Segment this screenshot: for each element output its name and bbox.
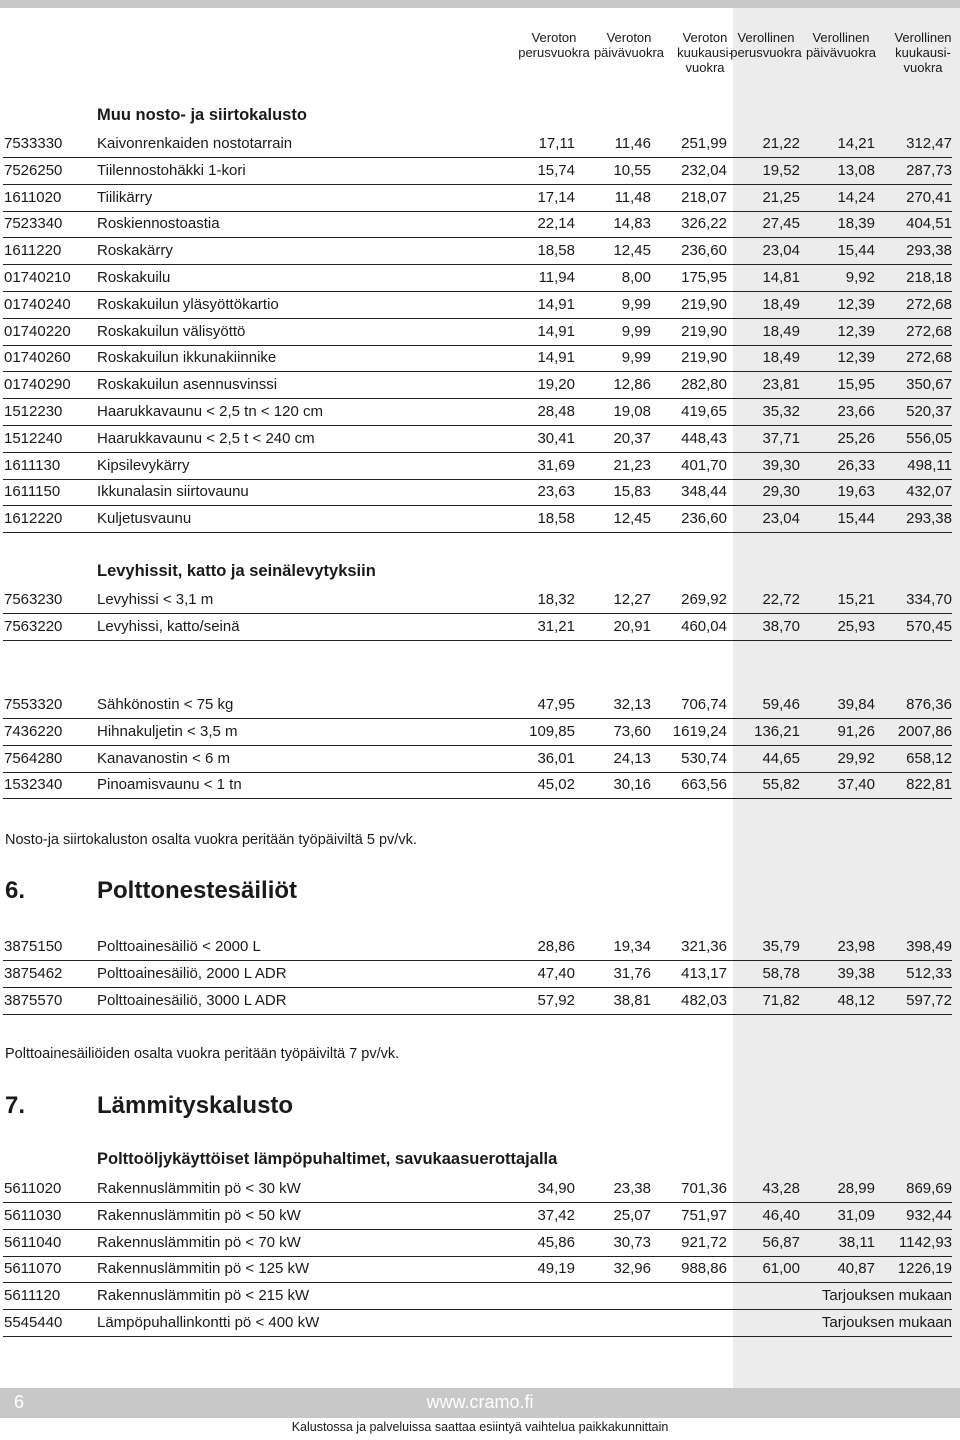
price-verollinen-paiva: 29,92 [837, 749, 875, 767]
price-veroton-kuukausi: 482,03 [681, 991, 727, 1009]
price-veroton-perus: 14,91 [537, 322, 575, 340]
price-verollinen-paiva: 25,93 [837, 617, 875, 635]
price-verollinen-paiva: 91,26 [837, 722, 875, 740]
price-verollinen-paiva: 14,21 [837, 135, 875, 152]
table-row [0, 345, 960, 372]
table-row [0, 319, 960, 346]
price-veroton-paiva: 9,99 [621, 322, 651, 340]
table-row [0, 453, 960, 480]
price-veroton-perus: 18,32 [537, 591, 575, 608]
product-code: 1612220 [4, 510, 63, 528]
price-veroton-paiva: 19,08 [613, 403, 651, 420]
price-verollinen-perus: 61,00 [762, 1260, 800, 1278]
price-verollinen-paiva: 15,44 [837, 510, 875, 528]
price-verollinen-kuukausi: 270,41 [906, 188, 952, 206]
price-veroton-paiva: 9,99 [621, 349, 651, 367]
price-veroton-perus: 17,11 [538, 135, 575, 152]
product-code: 1532340 [4, 776, 63, 794]
product-code: 01740220 [4, 322, 71, 340]
product-name: Polttoainesäiliö, 3000 L ADR [97, 991, 287, 1009]
price-verollinen-perus: 56,87 [762, 1233, 800, 1251]
column-header-line: Veroton [682, 30, 728, 45]
price-veroton-kuukausi: 348,44 [681, 483, 727, 501]
price-veroton-perus: 45,86 [537, 1233, 575, 1251]
price-verollinen-paiva: 31,09 [837, 1206, 875, 1224]
price-veroton-paiva: 20,91 [613, 617, 651, 635]
table-row [0, 772, 960, 799]
section-title: Muu nosto- ja siirtokalusto [97, 106, 307, 124]
price-veroton-paiva: 30,73 [613, 1233, 651, 1251]
price-verollinen-paiva: 12,39 [837, 349, 875, 367]
price-verollinen-paiva: 23,98 [837, 938, 875, 955]
price-verollinen-paiva: 39,84 [837, 696, 875, 713]
price-veroton-paiva: 19,34 [613, 938, 651, 955]
column-header-line: Verollinen [812, 30, 870, 45]
price-veroton-paiva: 25,07 [613, 1206, 651, 1224]
price-veroton-perus: 11,94 [538, 269, 575, 286]
price-veroton-perus: 49,19 [537, 1260, 575, 1278]
price-veroton-perus: 14,91 [537, 349, 575, 367]
price-verollinen-kuukausi: 2007,86 [897, 722, 952, 740]
price-veroton-perus: 109,85 [529, 722, 575, 740]
price-verollinen-kuukausi: 293,38 [906, 510, 952, 528]
price-verollinen-perus: 18,49 [762, 349, 800, 367]
table-row [0, 158, 960, 185]
price-verollinen-perus: 14,81 [762, 269, 800, 286]
price-veroton-perus: 37,42 [537, 1206, 575, 1224]
price-verollinen-paiva: 14,24 [837, 188, 875, 206]
chapter-number: 7. [5, 1092, 26, 1119]
note-poltto: Polttoainesäiliöiden osalta vuokra peritään työpäiviltä 7 pv/vk. [5, 1046, 400, 1062]
page-number: 6 [14, 1392, 25, 1412]
price-verollinen-perus: 55,82 [762, 776, 800, 794]
price-verollinen-kuukausi: 520,37 [906, 403, 952, 420]
product-code: 5545440 [4, 1314, 63, 1331]
column-header-line: perusvuokra [730, 45, 802, 60]
column-header-line: perusvuokra [518, 45, 590, 60]
price-veroton-kuukausi: 448,43 [681, 429, 727, 447]
price-verollinen-kuukausi: 498,11 [907, 456, 952, 474]
price-verollinen-paiva: 19,63 [837, 483, 875, 501]
price-veroton-kuukausi: 232,04 [681, 161, 727, 179]
table-row [0, 692, 960, 719]
price-verollinen-perus: 43,28 [762, 1180, 800, 1197]
table-row [0, 265, 960, 292]
price-verollinen-kuukausi: 556,05 [906, 429, 952, 447]
price-veroton-paiva: 8,00 [621, 269, 651, 286]
price-verollinen-perus: 21,22 [762, 135, 800, 152]
price-verollinen-paiva: 15,95 [837, 376, 875, 394]
product-name: Rakennuslämmitin pö < 215 kW [97, 1287, 310, 1305]
product-name: Ikkunalasin siirtovaunu [97, 483, 249, 501]
price-verollinen-perus: 19,52 [762, 161, 800, 179]
product-code: 7553320 [4, 696, 63, 713]
price-verollinen-perus: 23,04 [762, 242, 800, 260]
price-veroton-perus: 18,58 [537, 510, 575, 528]
table-row [0, 399, 960, 426]
row-divider [3, 640, 952, 641]
price-verollinen-perus: 38,70 [762, 617, 800, 635]
price-verollinen-kuukausi: 1142,93 [898, 1233, 952, 1251]
product-code: 3875462 [4, 964, 63, 982]
product-code: 1512240 [4, 429, 63, 447]
table-row [0, 1283, 960, 1310]
product-name: Haarukkavaunu < 2,5 tn < 120 cm [97, 403, 323, 420]
price-verollinen-kuukausi: 287,73 [906, 161, 952, 179]
price-verollinen-kuukausi: 334,70 [906, 591, 952, 608]
price-verollinen-kuukausi: 398,49 [906, 938, 952, 955]
price-veroton-kuukausi: 219,90 [681, 349, 727, 367]
price-verollinen-perus: 18,49 [762, 295, 800, 313]
product-code: 7533330 [4, 135, 63, 152]
table-row [0, 961, 960, 988]
price-verollinen-kuukausi: 293,38 [906, 242, 952, 260]
price-veroton-perus: 36,01 [537, 749, 575, 767]
price-verollinen-perus: 27,45 [762, 215, 800, 233]
product-name: Rakennuslämmitin pö < 125 kW [97, 1260, 310, 1278]
chapter-title: Lämmityskalusto [97, 1092, 294, 1119]
row-divider [3, 798, 952, 799]
price-veroton-kuukausi: 663,56 [681, 776, 727, 794]
product-name: Roskakuilu [97, 269, 171, 286]
table-row [0, 372, 960, 399]
product-name: Roskakuilun ikkunakiinnike [97, 349, 277, 367]
product-code: 7564280 [4, 749, 63, 767]
row-divider [3, 1336, 952, 1337]
price-veroton-perus: 18,58 [537, 242, 575, 260]
price-verollinen-kuukausi: 1226,19 [897, 1260, 952, 1278]
product-name: Roskakuilun yläsyöttökartio [97, 295, 279, 313]
product-name: Rakennuslämmitin pö < 50 kW [97, 1206, 301, 1224]
price-verollinen-perus: 22,72 [762, 591, 800, 608]
price-veroton-paiva: 31,76 [613, 964, 651, 982]
price-verollinen-paiva: 48,12 [837, 991, 875, 1009]
product-name: Levyhissi, katto/seinä [97, 617, 240, 635]
price-veroton-perus: 14,91 [537, 295, 575, 313]
price-veroton-paiva: 12,45 [613, 510, 651, 528]
chapter-title: Polttonestesäiliöt [97, 877, 298, 904]
price-veroton-paiva: 12,27 [613, 591, 651, 608]
price-veroton-paiva: 30,16 [613, 776, 651, 794]
price-veroton-kuukausi: 460,04 [681, 617, 727, 635]
price-verollinen-perus: 59,46 [762, 696, 800, 713]
price-veroton-perus: 23,63 [537, 483, 575, 501]
product-name: Kipsilevykärry [97, 456, 190, 474]
price-verollinen-paiva: 12,39 [837, 322, 875, 340]
price-veroton-perus: 28,86 [537, 938, 575, 955]
price-verollinen-paiva: 18,39 [837, 215, 875, 233]
product-name: Sähkönostin < 75 kg [97, 696, 234, 713]
price-veroton-paiva: 11,46 [614, 135, 651, 152]
table-row [0, 1310, 960, 1337]
price-verollinen-paiva: 25,26 [837, 429, 875, 447]
price-veroton-perus: 31,69 [537, 456, 575, 474]
product-name: Tiilennostohäkki 1-kori [97, 161, 246, 179]
product-code: 7526250 [4, 161, 63, 179]
price-veroton-perus: 17,14 [537, 188, 575, 206]
price-veroton-perus: 19,20 [537, 376, 575, 394]
product-name: Kuljetusvaunu [97, 510, 192, 528]
price-veroton-paiva: 12,45 [613, 242, 651, 260]
product-name: Haarukkavaunu < 2,5 t < 240 cm [97, 429, 315, 447]
product-code: 1611220 [4, 242, 62, 260]
price-veroton-paiva: 21,23 [613, 456, 651, 474]
price-verollinen-paiva: 39,38 [837, 964, 875, 982]
price-verollinen-kuukausi: 570,45 [906, 617, 952, 635]
price-verollinen-kuukausi: 869,69 [906, 1180, 952, 1197]
product-code: 1512230 [4, 403, 63, 420]
product-code: 01740290 [4, 376, 71, 394]
price-veroton-paiva: 38,81 [613, 991, 651, 1009]
price-verollinen-kuukausi: 272,68 [906, 349, 952, 367]
column-header-line: Veroton [531, 30, 577, 45]
table-row [0, 988, 960, 1015]
product-code: 5611070 [4, 1260, 62, 1278]
product-name: Pinoamisvaunu < 1 tn [97, 776, 242, 794]
price-veroton-kuukausi: 326,22 [681, 215, 727, 233]
product-code: 7563230 [4, 591, 63, 608]
quote-text: Tarjouksen mukaan [821, 1314, 952, 1331]
price-veroton-paiva: 23,38 [613, 1180, 651, 1197]
column-header-line: päivävuokra [593, 45, 665, 60]
product-code: 7436220 [4, 722, 63, 740]
price-veroton-kuukausi: 401,70 [681, 456, 727, 474]
price-veroton-perus: 28,48 [537, 403, 575, 420]
price-verollinen-paiva: 26,33 [837, 456, 875, 474]
price-veroton-kuukausi: 236,60 [681, 242, 727, 260]
price-veroton-kuukausi: 175,95 [681, 269, 727, 286]
price-verollinen-perus: 35,32 [762, 403, 800, 420]
price-veroton-paiva: 11,48 [614, 188, 651, 206]
product-name: Hihnakuljetin < 3,5 m [97, 722, 238, 740]
price-veroton-perus: 47,40 [537, 964, 575, 982]
section-title: Levyhissit, katto ja seinälevytyksiin [97, 562, 376, 580]
price-verollinen-paiva: 12,39 [837, 295, 875, 313]
price-verollinen-perus: 46,40 [762, 1206, 800, 1224]
product-code: 5611020 [4, 1180, 62, 1197]
price-verollinen-perus: 35,79 [762, 938, 800, 955]
price-verollinen-perus: 44,65 [762, 749, 800, 767]
price-veroton-kuukausi: 251,99 [681, 135, 727, 152]
price-verollinen-perus: 18,49 [762, 322, 800, 340]
product-name: Roskiennostoastia [97, 215, 220, 233]
product-code: 01740240 [4, 295, 71, 313]
table-row [0, 719, 960, 746]
product-name: Levyhissi < 3,1 m [97, 591, 214, 608]
price-verollinen-perus: 136,21 [754, 722, 800, 740]
price-verollinen-kuukausi: 597,72 [906, 991, 952, 1009]
table-row [0, 426, 960, 453]
price-veroton-kuukausi: 751,97 [681, 1206, 727, 1224]
price-veroton-kuukausi: 706,74 [681, 696, 727, 713]
product-name: Polttoainesäiliö < 2000 L [97, 938, 261, 955]
price-veroton-perus: 30,41 [537, 429, 575, 447]
price-veroton-paiva: 10,55 [613, 161, 651, 179]
price-verollinen-kuukausi: 218,18 [906, 269, 952, 286]
price-veroton-perus: 31,21 [537, 617, 575, 635]
product-name: Roskakuilun välisyöttö [97, 322, 246, 340]
price-veroton-paiva: 20,37 [613, 429, 651, 447]
price-verollinen-perus: 71,82 [762, 991, 800, 1009]
product-name: Kaivonrenkaiden nostotarrain [97, 135, 293, 152]
column-header-line: kuukausi- [895, 45, 951, 60]
price-verollinen-perus: 58,78 [762, 964, 800, 982]
product-code: 1611130 [4, 456, 61, 474]
table-row [0, 211, 960, 238]
price-veroton-kuukausi: 419,65 [681, 403, 727, 420]
price-verollinen-paiva: 23,66 [837, 403, 875, 420]
table-row [0, 1203, 960, 1230]
price-veroton-kuukausi: 1619,24 [672, 722, 727, 740]
table-row [0, 746, 960, 773]
price-veroton-paiva: 14,83 [613, 215, 651, 233]
product-name: Polttoainesäiliö, 2000 L ADR [97, 964, 287, 982]
price-veroton-paiva: 24,13 [613, 749, 651, 767]
price-veroton-paiva: 32,96 [613, 1260, 651, 1278]
product-name: Roskakuilun asennusvinssi [97, 376, 278, 394]
price-veroton-kuukausi: 921,72 [681, 1233, 727, 1251]
price-verollinen-perus: 37,71 [762, 429, 800, 447]
table-row [0, 479, 960, 506]
section-title: Polttoöljykäyttöiset lämpöpuhaltimet, savukaasuerottajalla [97, 1150, 558, 1168]
price-veroton-perus: 57,92 [537, 991, 575, 1009]
price-verollinen-paiva: 13,08 [837, 161, 875, 179]
product-code: 3875150 [4, 938, 63, 955]
price-verollinen-kuukausi: 272,68 [906, 322, 952, 340]
price-veroton-perus: 47,95 [537, 696, 575, 713]
quote-text: Tarjouksen mukaan [821, 1287, 952, 1305]
price-veroton-paiva: 9,99 [621, 295, 651, 313]
price-verollinen-perus: 39,30 [762, 456, 800, 474]
price-verollinen-paiva: 40,87 [837, 1260, 875, 1278]
product-code: 7563220 [4, 617, 63, 635]
price-verollinen-perus: 21,25 [762, 188, 800, 206]
row-divider [3, 1014, 952, 1015]
row-divider [3, 532, 952, 533]
column-header-line: kuukausi- [677, 45, 733, 60]
chapter-number: 6. [5, 877, 26, 904]
price-verollinen-paiva: 37,40 [837, 776, 875, 794]
footer-disclaimer: Kalustossa ja palveluissa saattaa esiintyä vaihtelua paikkakunnittain [291, 1420, 669, 1434]
product-name: Roskakärry [97, 242, 173, 260]
column-header-line: Verollinen [894, 30, 952, 45]
price-veroton-kuukausi: 530,74 [681, 749, 727, 767]
price-verollinen-paiva: 38,11 [838, 1233, 875, 1251]
price-veroton-kuukausi: 701,36 [681, 1180, 727, 1197]
price-verollinen-paiva: 15,44 [837, 242, 875, 260]
product-code: 5611040 [4, 1233, 62, 1251]
product-name: Kanavanostin < 6 m [97, 749, 231, 767]
column-header-line: päivävuokra [805, 45, 877, 60]
table-row [0, 506, 960, 533]
price-veroton-kuukausi: 219,90 [681, 322, 727, 340]
price-verollinen-kuukausi: 822,81 [906, 776, 952, 794]
price-verollinen-kuukausi: 272,68 [906, 295, 952, 313]
price-veroton-paiva: 12,86 [613, 376, 651, 394]
price-veroton-perus: 22,14 [537, 215, 575, 233]
price-veroton-kuukausi: 236,60 [681, 510, 727, 528]
product-name: Lämpöpuhallinkontti pö < 400 kW [97, 1314, 320, 1331]
product-code: 7523340 [4, 215, 63, 233]
price-veroton-kuukausi: 269,92 [681, 591, 727, 608]
price-veroton-perus: 45,02 [537, 776, 575, 794]
price-veroton-paiva: 32,13 [613, 696, 651, 713]
column-header-line: vuokra [903, 60, 943, 75]
column-header-line: Veroton [606, 30, 652, 45]
table-row [0, 238, 960, 265]
price-verollinen-perus: 23,04 [762, 510, 800, 528]
column-header [873, 30, 960, 75]
price-veroton-kuukausi: 988,86 [681, 1260, 727, 1278]
price-verollinen-perus: 23,81 [762, 376, 800, 394]
product-code: 01740260 [4, 349, 71, 367]
product-code: 3875570 [4, 991, 63, 1009]
price-verollinen-kuukausi: 404,51 [906, 215, 952, 233]
table-row [0, 1176, 960, 1203]
table-row [0, 131, 960, 158]
table-row [0, 292, 960, 319]
price-veroton-paiva: 73,60 [613, 722, 651, 740]
price-veroton-paiva: 15,83 [613, 483, 651, 501]
column-header-line: vuokra [685, 60, 725, 75]
product-name: Tiilikärry [97, 188, 153, 206]
product-name: Rakennuslämmitin pö < 70 kW [97, 1233, 301, 1251]
price-veroton-kuukausi: 413,17 [681, 964, 727, 982]
price-veroton-kuukausi: 218,07 [681, 188, 727, 206]
note-nosto: Nosto-ja siirtokaluston osalta vuokra peritään työpäiviltä 5 pv/vk. [5, 832, 417, 848]
table-row [0, 1256, 960, 1283]
price-verollinen-paiva: 9,92 [845, 269, 875, 286]
website-link[interactable]: www.cramo.fi [426, 1392, 534, 1412]
top-bar [0, 0, 960, 8]
table-row [0, 587, 960, 614]
price-verollinen-kuukausi: 512,33 [906, 964, 952, 982]
price-veroton-kuukausi: 282,80 [681, 376, 727, 394]
price-verollinen-perus: 29,30 [762, 483, 800, 501]
product-code: 5611120 [4, 1287, 61, 1305]
price-veroton-perus: 34,90 [537, 1180, 575, 1197]
price-verollinen-kuukausi: 876,36 [906, 696, 952, 713]
product-code: 5611030 [4, 1206, 62, 1224]
product-code: 01740210 [4, 269, 71, 286]
price-verollinen-kuukausi: 312,47 [906, 135, 952, 152]
table-row [0, 185, 960, 212]
product-code: 1611020 [4, 188, 62, 206]
product-name: Rakennuslämmitin pö < 30 kW [97, 1180, 301, 1197]
table-row [0, 934, 960, 961]
price-verollinen-kuukausi: 658,12 [906, 749, 952, 767]
price-veroton-kuukausi: 219,90 [681, 295, 727, 313]
price-verollinen-paiva: 15,21 [837, 591, 875, 608]
product-code: 1611150 [4, 483, 61, 501]
price-veroton-perus: 15,74 [537, 161, 575, 179]
price-veroton-kuukausi: 321,36 [681, 938, 727, 955]
price-verollinen-kuukausi: 932,44 [906, 1206, 952, 1224]
price-verollinen-kuukausi: 432,07 [906, 483, 952, 501]
price-verollinen-kuukausi: 350,67 [906, 376, 952, 394]
price-verollinen-paiva: 28,99 [837, 1180, 875, 1197]
table-row [0, 614, 960, 641]
table-row [0, 1230, 960, 1257]
column-header-line: Verollinen [737, 30, 795, 45]
